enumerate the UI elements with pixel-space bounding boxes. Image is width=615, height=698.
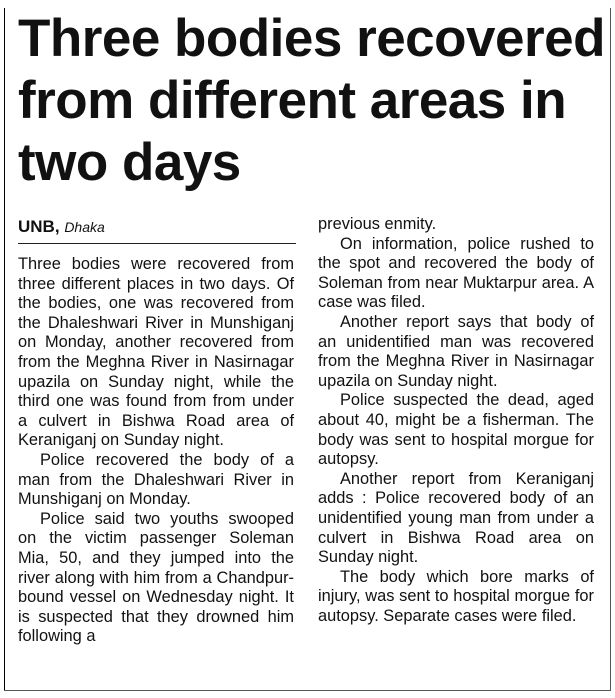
paragraph: On information, police rushed to the spot and recovered the body of Soleman from near Muktarpur area. A case was filed.	[318, 234, 594, 312]
byline-separator: ,	[54, 217, 60, 236]
paragraph: Police recovered the body of a man from the Dhaleshwari River in Munshiganj on Monday.	[18, 450, 294, 509]
headline: Three bodies recovered from different areas in two days	[18, 9, 605, 192]
article-column-1	[18, 255, 294, 647]
paragraph: The body which bore marks of injury, was sent to hospital morgue for autopsy. Separate cases were filed.	[318, 567, 594, 625]
article-column-2	[318, 215, 594, 626]
byline-place: Dhaka	[64, 219, 105, 235]
byline-agency: UNB	[18, 217, 55, 236]
paragraph: Another report from Keraniganj adds : Police recovered body of an unidentified young man from under a culvert in Bishwa Road area on Sunday night.	[318, 469, 594, 567]
paragraph: Another report says that body of an unidentified man was recovered from the Meghna River in Nasirnagar upazila on Sunday night.	[318, 312, 594, 390]
byline	[18, 216, 296, 244]
paragraph: Police said two youths swooped on the victim passenger Soleman Mia, 50, and they jumped into the river along with him from a Chandpur-bound vessel on Wednesday night. It is suspected that they drowned him following a	[18, 509, 294, 646]
paragraph: Three bodies were recovered from three different places in two days. Of the bodies, one was recovered from the Dhaleshwari River in Munshiganj on Monday, another recovered from from the Meghna River in Nasirnagar upazila on Sunday night, while the third one was found from from under a culvert in Bishwa Road area of Keraniganj on Sunday night.	[18, 255, 294, 450]
right-border-rule	[610, 8, 611, 690]
left-border-rule	[4, 8, 5, 690]
bottom-border-rule	[4, 690, 611, 691]
paragraph: previous enmity.	[318, 215, 437, 233]
paragraph: Police suspected the dead, aged about 40, might be a fisherman. The body was sent to hospital morgue for autopsy.	[318, 391, 594, 469]
